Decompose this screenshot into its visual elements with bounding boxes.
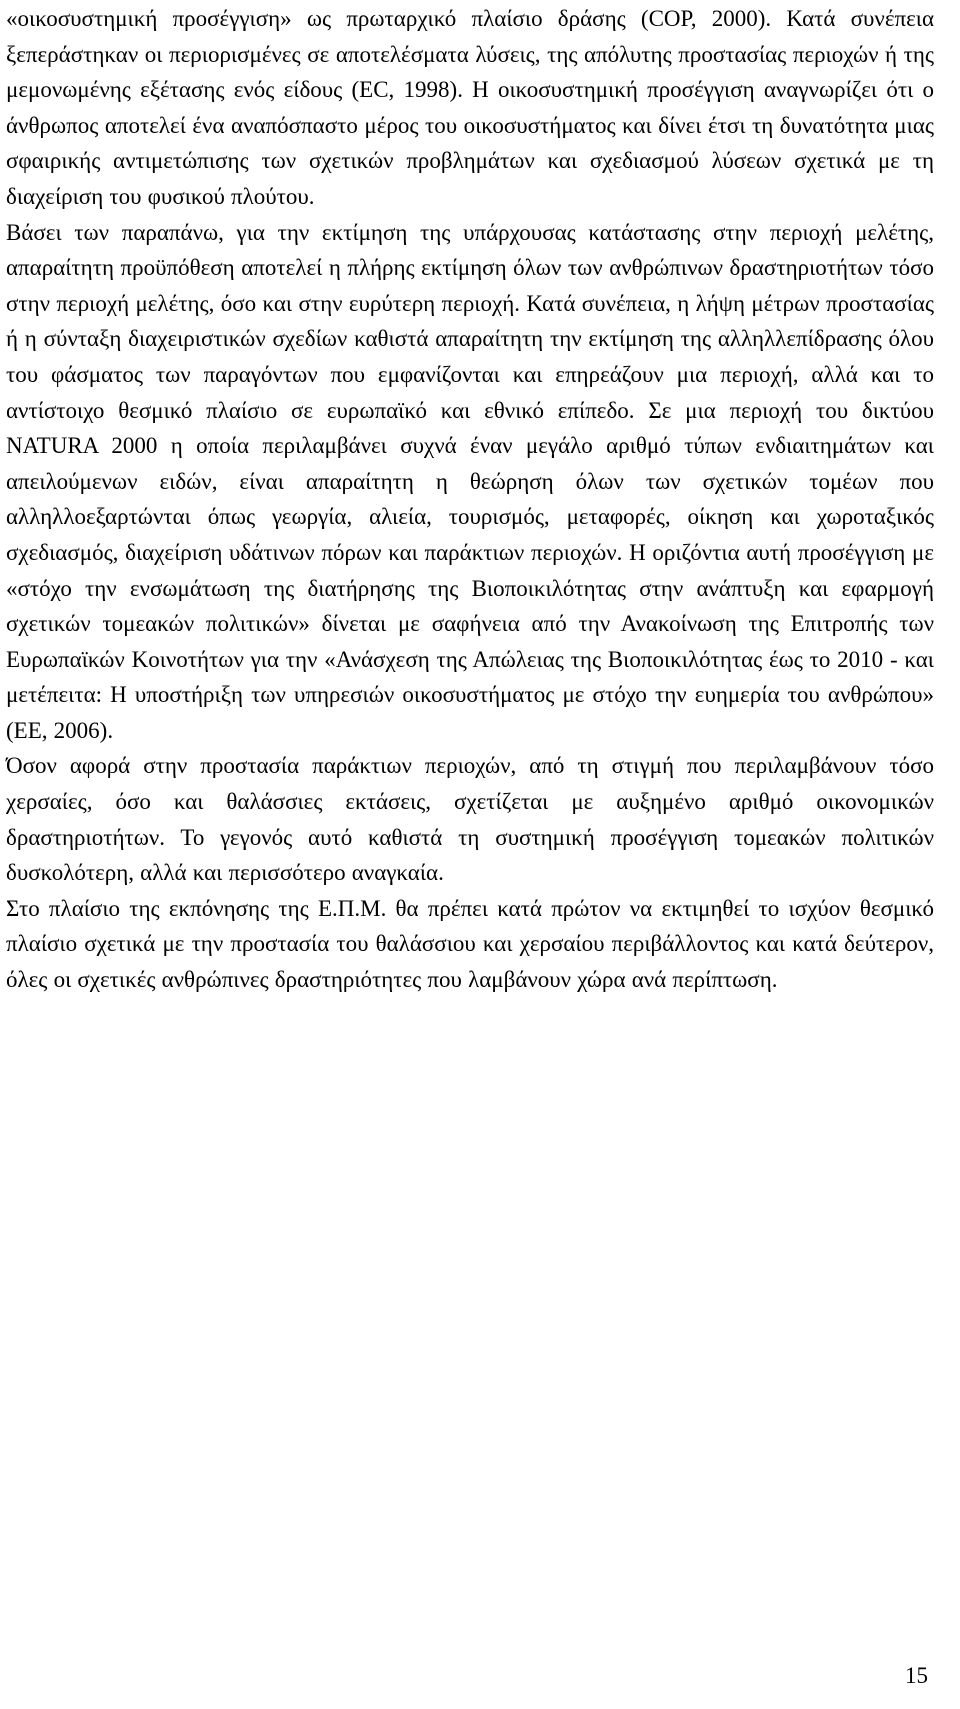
paragraph-current-status-assessment: Βάσει των παραπάνω, για την εκτίμηση της υπάρχουσας κατάστασης στην περιοχή μελέτης, απαραίτητη προϋπόθεση αποτελεί η πλήρης εκτίμηση όλων των ανθρώπινων δραστηριοτήτων τόσο στην περιοχή μελέτης, όσο και στην ευρύτερη περιοχή. Κατά συνέπεια, η λήψη μέτρων προστασίας ή η σύνταξη διαχειριστικών σχεδίων καθιστά απαραίτητη την εκτίμηση της αλληλλεπίδρασης όλου του φάσματος των παραγόντων που εμφανίζονται και επηρεάζουν μια περιοχή, αλλά και το αντίστοιχο θεσμικό πλαίσιο σε ευρωπαϊκό και εθνικό επίπεδο. Σε μια περιοχή του δικτύου NATURA 2000 η οποία περιλαμβάνει συχνά έναν μεγάλο αριθμό τύπων ενδιαιτημάτων και απειλούμενων ειδών, είναι απαραίτητη η θεώρηση όλων των σχετικών τομέων που αλληλλοεξαρτώνται όπως γεωργία, αλιεία, τουρισμός, μεταφορές, οίκηση και χωροταξικός σχεδιασμός, διαχείριση υδάτινων πόρων και παράκτιων περιοχών. Η οριζόντια αυτή προσέγγιση με «στόχο την ενσωμάτωση της διατήρησης της Βιοποικιλότητας στην ανάπτυξη και εφαρμογή σχετικών τομεακών πολιτικών» δίνεται με σαφήνεια από την Ανακοίνωση της Επιτροπής των Ευρωπαϊκών Κοινοτήτων για την «Ανάσχεση της Απώλειας της Βιοποικιλότητας έως το 2010 - και μετέπειτα: Η υποστήριξη των υπηρεσιών οικοσυστήματος με στόχο την ευημερία του ανθρώπου» (ΕΕ, 2006). (6, 219, 934, 743)
page-number: 15 (905, 1663, 928, 1688)
paragraph-epm-framework: Στο πλαίσιο της εκπόνησης της Ε.Π.Μ. θα πρέπει κατά πρώτον να εκτιμηθεί το ισχύον θεσμικό πλαίσιο σχετικά με την προστασία του θαλάσσιου και χερσαίου περιβάλλοντος και κατά δεύτερον, όλες οι σχετικές ανθρώπινες δραστηριότητες που λαμβάνουν χώρα ανά περίπτωση. (6, 895, 934, 993)
page-body (6, 1, 934, 998)
paragraph-ecosystem-approach: «οικοσυστημική προσέγγιση» ως πρωταρχικό πλαίσιο δράσης (COP, 2000). Κατά συνέπεια ξεπεράστηκαν οι περιορισμένες σε αποτελέσματα λύσεις, της απόλυτης προστασίας περιοχών ή της μεμονωμένης εξέτασης ενός είδους (EC, 1998). Η οικοσυστημική προσέγγιση αναγνωρίζει ότι ο άνθρωπος αποτελεί ένα αναπόσπαστο μέρος του οικοσυστήματος και δίνει έτσι τη δυνατότητα μιας σφαιρικής αντιμετώπισης των σχετικών προβλημάτων και σχεδιασμού λύσεων σχετικά με τη διαχείριση του φυσικού πλούτου. (6, 6, 934, 209)
paragraph-coastal-protection: Όσον αφορά στην προστασία παράκτιων περιοχών, από τη στιγμή που περιλαμβάνουν τόσο χερσαίες, όσο και θαλάσσιες εκτάσεις, σχετίζεται με αυξημένο αριθμό οικονομικών δραστηριοτήτων. Το γεγονός αυτό καθιστά τη συστημική προσέγγιση τομεακών πολιτικών δυσκολότερη, αλλά και περισσότερο αναγκαία. (6, 753, 934, 886)
